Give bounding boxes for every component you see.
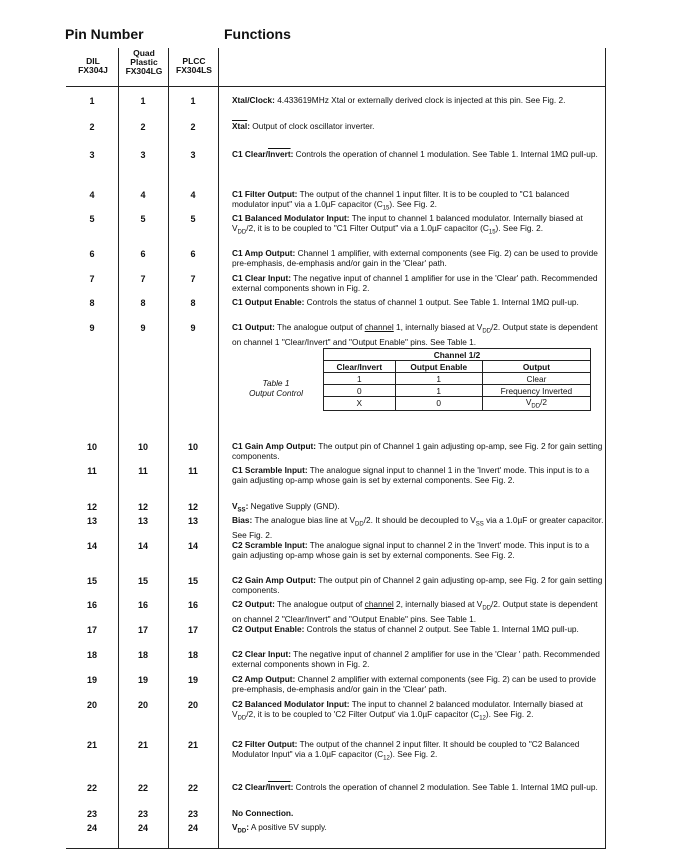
pin-number: 19 [187,675,198,685]
pin-function: Xtal/Clock: 4.433619MHz Xtal or externally derived clock is injected at this pin. See Fig. 2. [232,95,566,105]
pin-number: 22 [137,783,148,793]
table-cell: $V_{DD}/2$ [482,397,590,411]
pin-number: 2 [89,122,95,132]
pin-number: 12 [137,502,148,512]
pin-number: 12 [86,502,97,512]
pin-number: 8 [89,298,95,308]
pin-function: C2 Filter Output: The output of the channel 2 input filter. It should be coupled to "C2 Balanced Modulator Input" via a 1.0µF capacitor $(C_{12})$. See Fig. 2. [232,739,580,762]
table-cell: 0 [395,397,482,411]
pin-function: C1 Scramble Input: The analogue signal input to channel 1 in the 'Invert' mode. This input is to a gain adjusting op-amp whose gain is set by external components. See Fig. 2. [232,465,590,486]
pin-number: 11 [87,466,97,476]
bottom-rule [66,848,606,849]
pin-number: 3 [89,150,95,160]
pin-number: 18 [187,650,198,660]
pin-number: 18 [86,650,97,660]
pin-number: 5 [89,214,95,224]
output-control-table [323,348,591,411]
pin-number: 13 [187,516,198,526]
pin-number: 19 [86,675,97,685]
pin-number: 21 [86,740,97,750]
pin-number: 21 [187,740,198,750]
pin-number: 5 [140,214,146,224]
pin-number: 24 [137,823,148,833]
pin-function: C1 Output Enable: Controls the status of channel 1 output. See Table 1. Internal 1MΩ pull-up. [232,297,579,307]
table-caption: Table 1 Output Control [249,378,303,398]
pin-function: C2 Clear Input: The negative input of channel 2 amplifier for use in the 'Clear ' path. Recommended external components shown in Fig. 2. [232,649,600,670]
table-cell: 1 [395,373,482,385]
pin-number: 23 [137,809,148,819]
pin-number: 9 [89,323,95,333]
table-row [324,397,591,411]
pin-number: 13 [137,516,148,526]
pin-function: C2 Scramble Input: The analogue signal input to channel 2 in the 'Invert' mode. This input is to a gain adjusting op-amp whose gain is set by external components. See Fig. 2. [232,540,590,561]
pin-number: 15 [137,576,148,586]
pin-number: 23 [187,809,198,819]
pin-number: 23 [86,809,97,819]
pin-number: 24 [86,823,97,833]
pin-number: 12 [187,502,198,512]
table-cell: 1 [324,373,396,385]
pin-number: 16 [86,600,97,610]
table-cell: X [324,397,396,411]
pin-number: 10 [187,442,198,452]
pin-number: 4 [140,190,146,200]
pin-number: 22 [187,783,198,793]
pin-number: 11 [138,466,148,476]
pin-number: 14 [187,541,198,551]
pin-function: C2 Balanced Modulator Input: The input to channel 2 balanced modulator. Internally biased at $V_{DD}/2$, it is to be coupled to 'C2 Filter Output' via 1.0µF capacitor $(C_{12})$. See Fig. 2. [232,699,583,722]
pin-function: C2 Gain Amp Output: The output pin of Channel 2 gain adjusting op-amp, see Fig. 2 for gain setting components. [232,575,603,596]
column-header-quad-plastic: Quad Plastic FX304LG [125,48,163,76]
pin-number: 6 [190,249,196,259]
column-rule [168,48,169,848]
pin-number: 20 [187,700,198,710]
pin-number: 16 [187,600,198,610]
column-header-dil: DIL FX304J [78,56,108,75]
pin-function: C1 Clear Input: The negative input of channel 1 amplifier for use in the 'Clear' path. Recommended external components shown in Fig. 2. [232,273,598,294]
column-rule [605,48,606,848]
pin-number: 7 [190,274,196,284]
pin-number: 14 [86,541,97,551]
pin-function: No Connection. [232,808,294,818]
pin-number: 22 [86,783,97,793]
pin-function: $V_{DD}$: A positive 5V supply. [232,822,327,835]
pin-number: 2 [140,122,146,132]
pin-number: 1 [190,96,196,106]
table-column-header: Clear/Invert [324,361,396,373]
pin-number-heading: Pin Number [65,26,144,42]
pin-function: C1 Filter Output: The output of the channel 1 input filter. It is to be coupled to "C1 balanced modulator input" via a 1.0µF capacitor $(C_{15})$. See Fig. 2. [232,189,570,212]
pin-function: C2 Amp Output: Channel 2 amplifier with external components (see Fig. 2) can be used to provide pre-emphasis, de-emphasis and/or gain in the 'Clear' path. [232,674,596,695]
pin-number: 4 [190,190,196,200]
pin-number: 5 [190,214,196,224]
table-cell: 0 [324,385,396,397]
pin-number: 9 [140,323,146,333]
table-column-header: Output Enable [395,361,482,373]
pin-number: 24 [187,823,198,833]
table-row [324,373,591,385]
pin-function: C1 Gain Amp Output: The output pin of Channel 1 gain adjusting op-amp, see Fig. 2 for gain setting components. [232,441,603,462]
pin-function: C2 Clear/Invert: Controls the operation of channel 2 modulation. See Table 1. Internal 1MΩ pull-up. [232,782,598,792]
pin-function: C1 Balanced Modulator Input: The input to channel 1 balanced modulator. Internally biased at $V_{DD}/2$, it is to be coupled to "C1 Filter Output" via a 1.0µF capacitor $(C_{15})$. See Fig. 2. [232,213,583,236]
pin-number: 10 [137,442,148,452]
pin-number: 17 [137,625,148,635]
pin-number: 13 [86,516,97,526]
pin-number: 17 [86,625,97,635]
pin-number: 9 [190,323,196,333]
table-cell: Clear [482,373,590,385]
pin-number: 18 [137,650,148,660]
pin-number: 20 [137,700,148,710]
pin-number: 10 [86,442,97,452]
pin-number: 2 [190,122,196,132]
header-rule [66,86,606,87]
pin-number: 8 [190,298,196,308]
pin-number: 4 [89,190,95,200]
table-group-header: Channel 1/2 [324,349,591,361]
pin-number: 19 [137,675,148,685]
pin-number: 6 [140,249,146,259]
pin-number: 15 [86,576,97,586]
pin-number: 3 [140,150,146,160]
pin-function: Bias: The analogue bias line at $V_{DD}/2$. It should be decoupled to $V_{SS}$ via a 1.0µF or greater capacitor. See Fig. 2. [232,515,604,540]
pin-function: C1 Amp Output: Channel 1 amplifier, with external components (see Fig. 2) can be used to provide pre-emphasis, de-emphasis and/or gain in the 'Clear' path. [232,248,598,269]
functions-heading: Functions [224,26,291,42]
pin-number: 21 [137,740,148,750]
pin-number: 6 [89,249,95,259]
column-rule [218,48,219,848]
table-column-header: Output [482,361,590,373]
pin-number: 7 [140,274,146,284]
pin-number: 14 [137,541,148,551]
pin-number: 1 [89,96,95,106]
pin-number: 20 [86,700,97,710]
pin-function: C2 Output Enable: Controls the status of channel 2 output. See Table 1. Internal 1MΩ pull-up. [232,624,579,634]
pin-number: 8 [140,298,146,308]
table-row [324,385,591,397]
pin-function: $V_{SS}$: Negative Supply (GND). [232,501,340,514]
pin-number: 15 [187,576,198,586]
column-header-plcc: PLCC FX304LS [176,56,212,75]
column-rule [118,48,119,848]
pin-number: 7 [89,274,95,284]
pin-number: 16 [137,600,148,610]
pin-number: 17 [187,625,198,635]
table-cell: Frequency Inverted [482,385,590,397]
table-cell: 1 [395,385,482,397]
pin-function: C1 Clear/Invert: Controls the operation of channel 1 modulation. See Table 1. Internal 1MΩ pull-up. [232,149,598,159]
pin-number: 1 [140,96,146,106]
pin-function: Xtal: Output of clock oscillator inverter. [232,121,375,131]
pin-function: C2 Output: The analogue output of channel 2, internally biased at $V_{DD}/2$. Output state is dependent on channel 2 "Clear/Invert" and "Output Enable" pins. See Table 1. [232,599,598,624]
pin-function: C1 Output: The analogue output of channel 1, internally biased at $V_{DD}/2$. Output state is dependent on channel 1 "Clear/Invert" and "Output Enable" pins. See Table 1. [232,322,598,347]
pin-number: 11 [188,466,198,476]
pin-number: 3 [190,150,196,160]
